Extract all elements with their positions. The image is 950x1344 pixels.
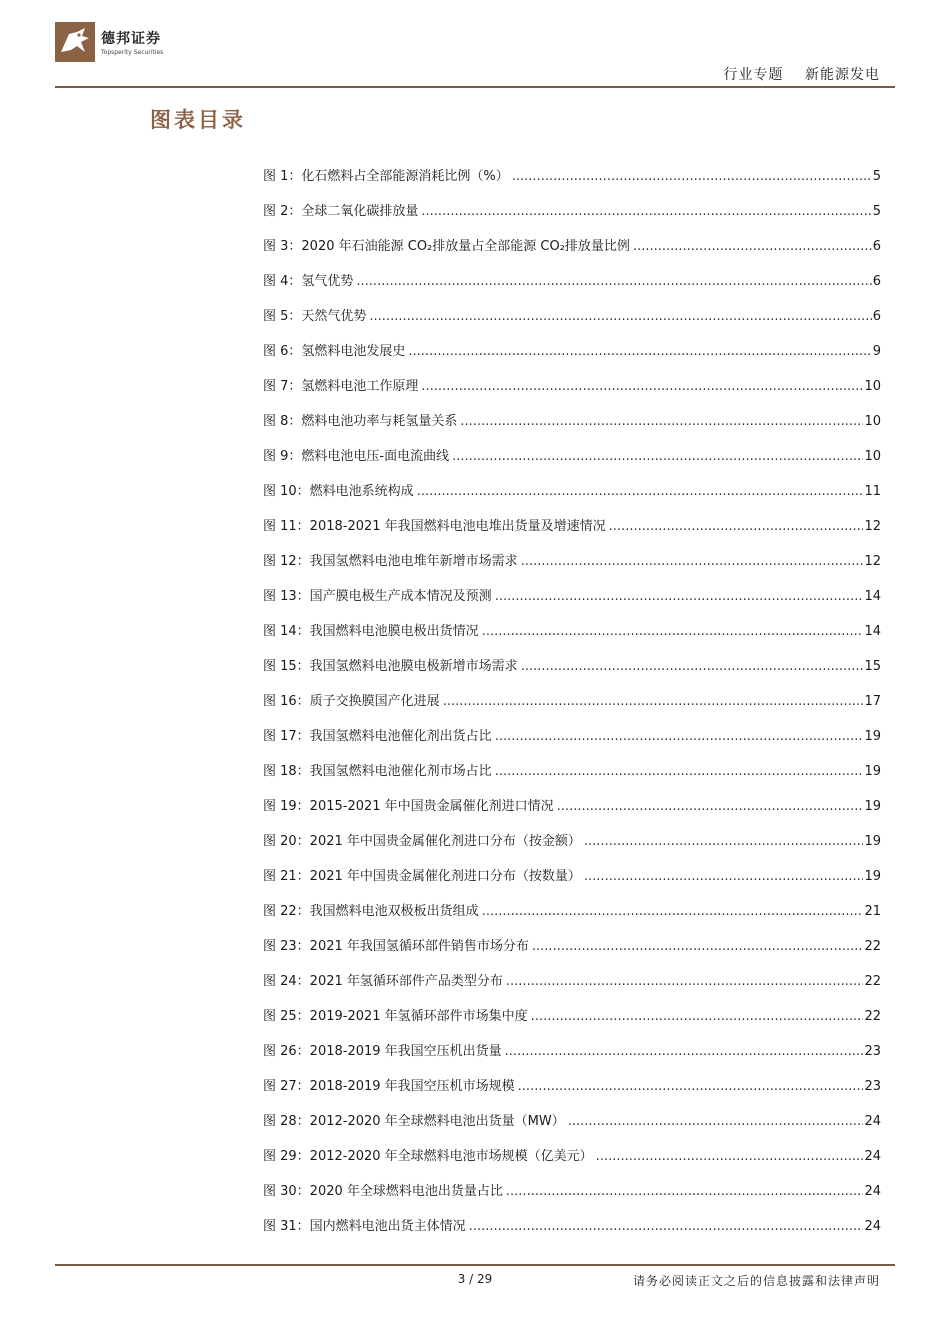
toc-dot-leader [633,235,872,259]
toc-dot-leader [495,585,864,609]
footer-disclaimer: 请务必阅读正文之后的信息披露和法律声明 [632,1274,880,1288]
toc-entry-label[interactable]: 图 30：2020 年全球燃料电池出货量占比 [263,1184,503,1199]
toc-dot-leader [417,480,864,504]
toc-entry-label[interactable]: 图 15：我国氢燃料电池膜电极新增市场需求 [263,659,518,674]
toc-entry-page[interactable]: 6 [872,239,881,254]
toc-dot-leader [521,550,864,574]
toc-entry-page[interactable]: 14 [864,624,881,639]
toc-entry[interactable] [263,189,881,224]
toc-entry-label[interactable]: 图 18：我国氢燃料电池催化剂市场占比 [263,764,492,779]
toc-dot-leader [584,865,864,889]
toc-entry[interactable] [263,399,881,434]
header-category: 行业专题 [723,67,784,83]
toc-entry-page[interactable]: 19 [864,729,881,744]
toc-entry[interactable] [263,749,881,784]
toc-entry[interactable] [263,434,881,469]
toc-entry-page[interactable]: 6 [872,309,881,324]
toc-entry-label[interactable]: 图 5：天然气优势 [263,309,367,324]
toc-entry-page[interactable]: 23 [864,1079,881,1094]
toc-entry-page[interactable]: 19 [864,799,881,814]
brand-mark-icon [55,22,95,62]
toc-entry[interactable] [263,1099,881,1134]
toc-entry[interactable] [263,679,881,714]
toc-entry-label[interactable]: 图 6：氢燃料电池发展史 [263,344,406,359]
toc-entry[interactable] [263,994,881,1029]
toc-entry[interactable] [263,294,881,329]
toc-entry-label[interactable]: 图 10：燃料电池系统构成 [263,484,414,499]
toc-entry-label[interactable]: 图 17：我国氢燃料电池催化剂出货占比 [263,729,492,744]
toc-entry-page[interactable]: 10 [864,449,881,464]
toc-entry[interactable] [263,889,881,924]
toc-entry-page[interactable]: 6 [872,274,881,289]
toc-dot-leader [557,795,864,819]
toc-entry[interactable] [263,504,881,539]
toc-entry-label[interactable]: 图 26：2018-2019 年我国空压机出货量 [263,1044,502,1059]
toc-entry-page[interactable]: 14 [864,589,881,604]
toc-entry-page[interactable]: 24 [864,1219,881,1234]
toc-entry-page[interactable]: 19 [864,834,881,849]
toc-dot-leader [421,375,863,399]
toc-entry-label[interactable]: 图 19：2015-2021 年中国贵金属催化剂进口情况 [263,799,554,814]
footer-page-number: 3 / 29 [457,1272,493,1286]
toc-entry-page[interactable]: 21 [864,904,881,919]
toc-dot-leader [596,1145,864,1169]
toc-entry[interactable] [263,574,881,609]
toc-entry[interactable] [263,644,881,679]
toc-entry[interactable] [263,224,881,259]
brand-name-en: Topsperity Securities [101,49,164,56]
toc-entry-page[interactable]: 17 [864,694,881,709]
toc-entry[interactable] [263,924,881,959]
toc-entry[interactable] [263,1029,881,1064]
toc-entry-page[interactable]: 24 [864,1114,881,1129]
toc-entry-page[interactable]: 12 [864,519,881,534]
toc-entry-page[interactable]: 15 [864,659,881,674]
toc-entry-label[interactable]: 图 13：国产膜电极生产成本情况及预测 [263,589,492,604]
toc-dot-leader [609,515,864,539]
toc-dot-leader [495,760,864,784]
toc-entry-label[interactable]: 图 12：我国氢燃料电池电堆年新增市场需求 [263,554,518,569]
toc-entry-page[interactable]: 10 [864,414,881,429]
brand-logo [55,22,163,62]
toc-entry-label[interactable]: 图 31：国内燃料电池出货主体情况 [263,1219,466,1234]
toc-entry-label[interactable]: 图 24：2021 年氢循环部件产品类型分布 [263,974,503,989]
toc-entry[interactable] [263,714,881,749]
toc-entry[interactable] [263,819,881,854]
toc-dot-leader [469,1215,864,1239]
toc-dot-leader [482,620,864,644]
toc-entry-page[interactable]: 22 [864,939,881,954]
toc-entry[interactable] [263,469,881,504]
toc-entry-page[interactable]: 22 [864,974,881,989]
toc-entry[interactable] [263,329,881,364]
toc-entry-label[interactable]: 图 8：燃料电池功率与耗氢量关系 [263,414,458,429]
toc-entry-label[interactable]: 图 9：燃料电池电压-面电流曲线 [263,449,450,464]
toc-entry-label[interactable]: 图 11：2018-2021 年我国燃料电池电堆出货量及增速情况 [263,519,606,534]
toc-dot-leader [495,725,864,749]
toc-dot-leader [584,830,864,854]
toc-dot-leader [532,935,864,959]
toc-entry-label[interactable]: 图 27：2018-2019 年我国空压机市场规模 [263,1079,515,1094]
toc-entry[interactable] [263,784,881,819]
brand-text [101,28,163,56]
toc-entry[interactable] [263,1169,881,1204]
toc-entry-label[interactable]: 图 23：2021 年我国氢循环部件销售市场分布 [263,939,529,954]
header-topic: 新能源发电 [805,67,880,83]
toc-entry[interactable] [263,609,881,644]
toc-entry[interactable] [263,364,881,399]
toc-entry-label[interactable]: 图 16：质子交换膜国产化进展 [263,694,440,709]
toc-entry-page[interactable]: 10 [864,379,881,394]
toc-dot-leader [369,305,871,329]
page-title: 图表目录 [150,107,246,132]
toc-entry-label[interactable]: 图 28：2012-2020 年全球燃料电池出货量（MW） [263,1114,565,1129]
toc-entry[interactable] [263,1204,881,1239]
toc-entry-label[interactable]: 图 2：全球二氧化碳排放量 [263,204,419,219]
toc-dot-leader [356,270,871,294]
toc-dot-leader [452,445,863,469]
toc-dot-leader [482,900,864,924]
toc-dot-leader [460,410,863,434]
toc-entry-label[interactable]: 图 20：2021 年中国贵金属催化剂进口分布（按金额） [263,834,581,849]
toc-entry-page[interactable]: 23 [864,1044,881,1059]
toc-dot-leader [531,1005,864,1029]
toc-entry-page[interactable]: 19 [864,764,881,779]
toc-entry-label[interactable]: 图 4：氢气优势 [263,274,354,289]
toc-entry-page[interactable]: 5 [872,169,881,184]
toc-entry-label[interactable]: 图 21：2021 年中国贵金属催化剂进口分布（按数量） [263,869,581,884]
toc-dot-leader [512,165,872,189]
toc-dot-leader [443,690,864,714]
toc-entry-page[interactable]: 22 [864,1009,881,1024]
toc-list [263,154,881,1239]
toc-entry-page[interactable]: 12 [864,554,881,569]
toc-entry-label[interactable]: 图 14：我国燃料电池膜电极出货情况 [263,624,479,639]
toc-entry-label[interactable]: 图 29：2012-2020 年全球燃料电池市场规模（亿美元） [263,1149,593,1164]
toc-dot-leader [408,340,871,364]
toc-dot-leader [568,1110,864,1134]
toc-entry-label[interactable]: 图 22：我国燃料电池双极板出货组成 [263,904,479,919]
toc-entry-page[interactable]: 19 [864,869,881,884]
toc-entry[interactable] [263,154,881,189]
brand-name-cn: 德邦证券 [101,31,161,47]
toc-dot-leader [506,1180,864,1204]
toc-entry[interactable] [263,1134,881,1169]
toc-dot-leader [421,200,871,224]
toc-entry-label[interactable]: 图 25：2019-2021 年氢循环部件市场集中度 [263,1009,528,1024]
toc-dot-leader [518,1075,864,1099]
toc-dot-leader [521,655,864,679]
footer-divider [55,1264,895,1266]
toc-dot-leader [506,970,864,994]
toc-entry-page[interactable]: 11 [864,484,881,499]
toc-entry-page[interactable]: 9 [872,344,881,359]
header-divider [55,86,895,88]
toc-entry-page[interactable]: 24 [864,1184,881,1199]
toc-entry[interactable] [263,259,881,294]
toc-entry-label[interactable]: 图 3：2020 年石油能源 CO₂排放量占全部能源 CO₂排放量比例 [263,239,630,254]
toc-entry[interactable] [263,1064,881,1099]
toc-entry-label[interactable]: 图 7：氢燃料电池工作原理 [263,379,419,394]
header-tags [724,64,880,84]
toc-dot-leader [505,1040,864,1064]
toc-entry[interactable] [263,539,881,574]
toc-entry-label[interactable]: 图 1：化石燃料占全部能源消耗比例（%） [263,169,509,184]
toc-entry[interactable] [263,959,881,994]
toc-entry-page[interactable]: 5 [872,204,881,219]
toc-entry[interactable] [263,854,881,889]
toc-entry-page[interactable]: 24 [864,1149,881,1164]
